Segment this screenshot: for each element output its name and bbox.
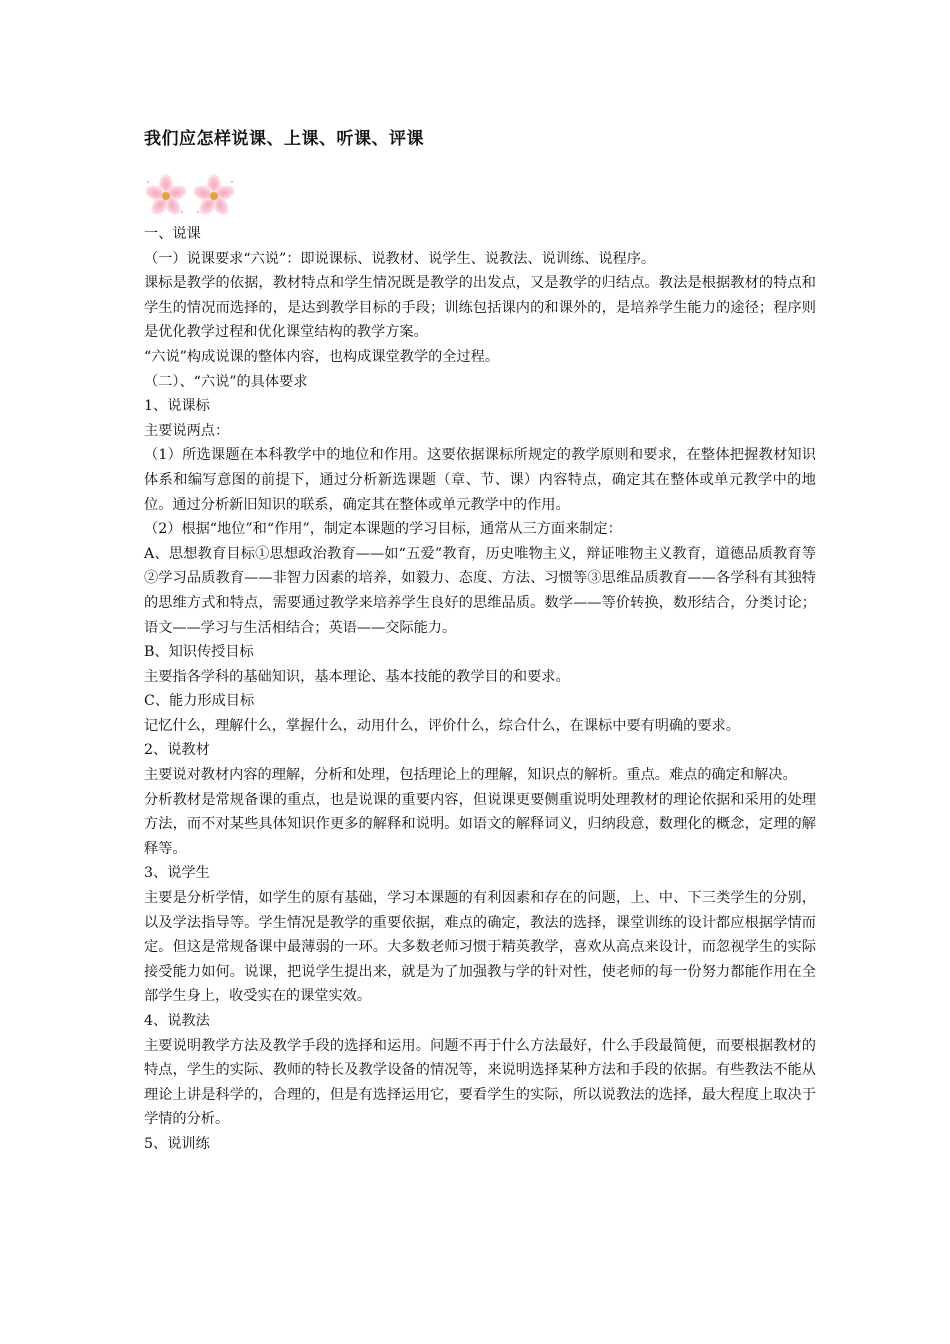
paragraph: A、思想教育目标①思想政治教育——如“五爱”教育，历史唯物主义，辩证唯物主义教育，道德品质教育等②学习品质教育——非智力因素的培养，如毅力、态度、方法、习惯等③思维品质教育——各学科有其独特的思维方式和特点，需要通过教学来培养学生良好的思维品质。数学——等价转换，数形结合，分类讨论；语文——学习与生活相结合；英语——交际能力。 [144,545,816,636]
paragraph: 主要说对教材内容的理解，分析和处理，包括理论上的理解，知识点的解析。重点。难点的确定和解决。 [144,767,797,784]
paragraph: “六说”构成说课的整体内容，也构成课堂教学的全过程。 [144,348,500,365]
paragraph: 主要是分析学情，如学生的原有基础，学习本课题的有利因素和存在的问题，上、中、下三类学生的分别，以及学法指导等。学生情况是教学的重要依据，难点的确定，教法的选择，课堂训练的设计都应根据学情而定。但这是常规备课中最薄弱的一环。大多数老师习惯于精英教学，喜欢从高点来设计，而忽视学生的实际接受能力如何。说课，把说学生提出来，就是为了加强教与学的针对性，使老师的每一份努力都能作用在全部学生身上，收受实在的课堂实效。 [144,890,816,1005]
item-heading: 2、说教材 [144,742,210,759]
paragraph: 主要指各学科的基础知识，基本理论、基本技能的教学目的和要求。 [144,668,570,685]
paragraph: 主要说明教学方法及教学手段的选择和运用。问题不再于什么方法最好，什么手段最简便，而要根据教材的特点，学生的实际、教师的特长及教学设备的情况等，来说明选择某种方法和手段的依据。有些教法不能从理论上讲是科学的，合理的，但是有选择运用它，要看学生的实际，所以说教法的选择，最大程度上取决于学情的分析。 [144,1037,816,1128]
document-title: 我们应怎样说课、上课、听课、评课 [144,129,424,149]
subsection-heading: （二）、“六说”的具体要求 [144,373,308,390]
item-heading: 4、说教法 [144,1013,210,1029]
paragraph: （一）说课要求“六说”：即说课标、说教材、说学生、说教法、说训练、说程序。 [144,250,656,267]
item-heading: C、能力形成目标 [144,693,255,710]
paragraph: 记忆什么，理解什么，掌握什么，动用什么，评价什么，综合什么，在课标中要有明确的要求。 [144,717,740,734]
paragraph: 分析教材是常规备课的重点，也是说课的重要内容，但说课更要侧重说明处理教材的理论依据和采用的处理方法，而不对某些具体知识作更多的解释和说明。如语文的解释词义，归纳段意，数理化的概念，定理的解释等。 [144,791,816,857]
item-heading: 5、说训练 [144,1135,210,1152]
item-heading: 3、说学生 [144,865,210,882]
paragraph: 课标是教学的依据，教材特点和学生情况既是教学的出发点，又是教学的归结点。教法是根据教材的特点和学生的情况而选择的，是达到教学目标的手段；训练包括课内的和课外的，是培养学生能力的途径；程序则是优化教学过程和优化课堂结构的教学方案。 [144,275,816,341]
item-heading: 1、说课标 [144,398,210,415]
paragraph: （2）根据“地位”和“作用”，制定本课题的学习目标，通常从三方面来制定： [144,521,622,538]
pink-flowers-icon [144,172,244,220]
item-heading: B、知识传授目标 [144,644,254,661]
paragraph: 主要说两点： [144,422,230,439]
section-heading: 一、说课 [144,226,201,242]
document-body [144,222,816,1157]
paragraph: （1）所选课题在本科教学中的地位和作用。这要依据课标所规定的教学原则和要求，在整体把握教材知识体系和编写意图的前提下，通过分析新选课题（章、节、课）内容特点，确定其在整体或单元教学中的地位。通过分析新旧知识的联系，确定其在整体或单元教学中的作用。 [144,447,816,513]
